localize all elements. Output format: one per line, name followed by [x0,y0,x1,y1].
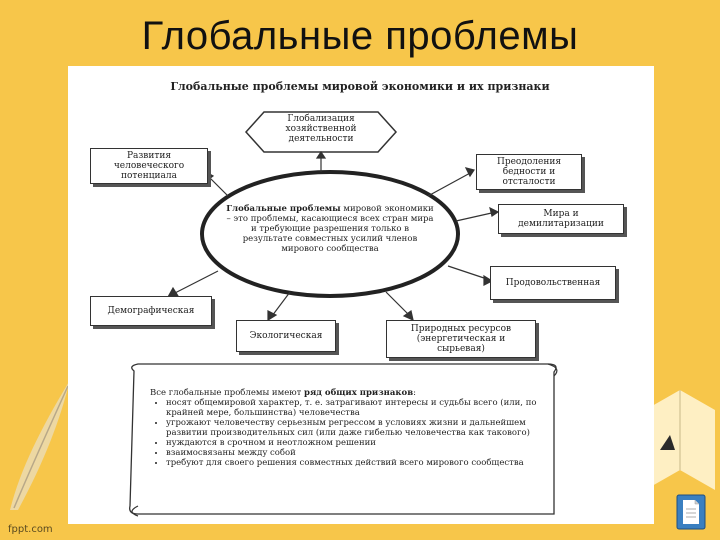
box-demographic: Демографическая [90,296,212,326]
box-human-potential: Развития человеческого потенциала [90,148,208,184]
common-features-intro [150,388,570,398]
slide-title: Глобальные проблемы [141,14,579,58]
center-definition [226,204,434,254]
box-peace: Мира и демилитаризации [498,204,624,234]
box-natural-resources: Природных ресурсов (энергетическая и сырьевая) [386,320,536,358]
feature-item: • взаимосвязаны между собой [166,448,570,458]
feature-item: • носят общемировой характер, т. е. затрагивают интересы и судьбы всего (или, по крайней мере, большинства) человечества [166,398,570,418]
box-poverty: Преодоления бедности и отсталости [476,154,582,190]
center-definition-bold: Глобальные проблемы [226,204,341,214]
center-definition-rest: мировой экономики – это проблемы, касающиеся всех стран мира и требующие разрешения только в результате совместных усилий членов мирового сообщества [226,204,434,254]
scanned-diagram [68,66,654,524]
box-food: Продовольственная [490,266,616,300]
intro-plain: Все глобальные проблемы имеют [150,388,305,398]
feature-item: • требуют для своего решения совместных действий всего мирового сообщества [166,458,570,468]
intro-bold: ряд общих признаков [304,388,414,398]
hexagon-label: Глобализация хозяйственной деятельности [285,114,357,144]
feature-item: • нуждаются в срочном и неотложном решении [166,438,570,448]
box-ecological: Экологическая [236,320,336,352]
document-icon[interactable] [676,494,706,530]
intro-colon: : [413,388,416,398]
common-features-list [150,398,570,468]
feature-item: • угрожают человечеству серьезным регрессом в условиях жизни и дальнейшем развитии производительных сил (или даже гибелью человечества как такового) [166,418,570,438]
common-features-text [150,388,570,468]
diagram-title: Глобальные проблемы мировой экономики и их признаки [170,80,550,93]
footer-brand: fppt.com [8,524,53,535]
